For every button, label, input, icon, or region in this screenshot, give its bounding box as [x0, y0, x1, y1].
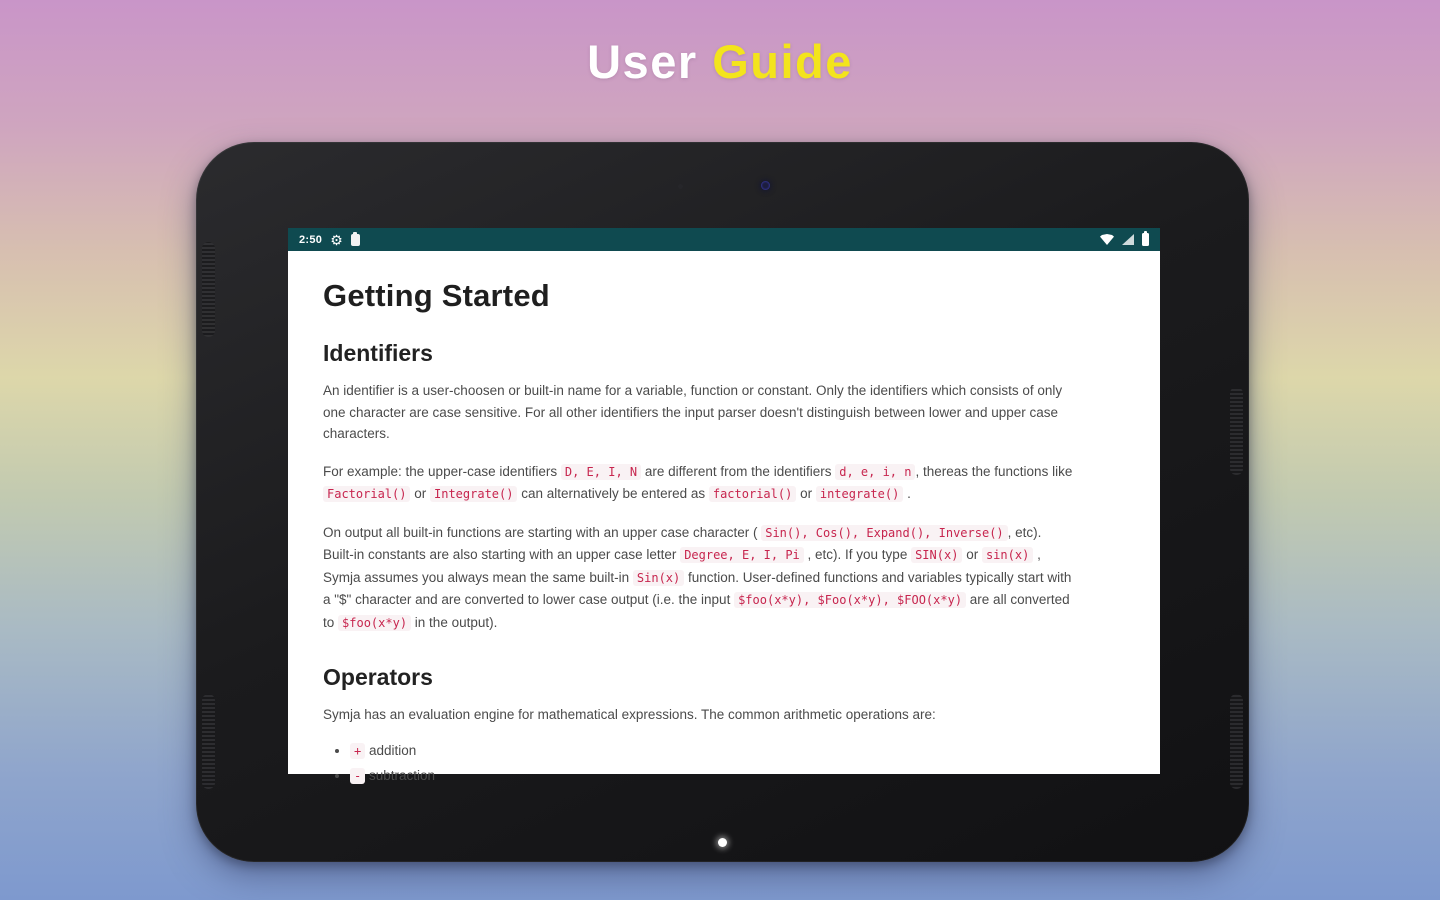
paragraph-identifiers-2 — [323, 461, 1075, 506]
text-segment: , Symja assumes you always mean the same built-in — [323, 547, 1041, 585]
text-segment: are all converted to — [323, 592, 1070, 630]
speaker-grille-icon — [1230, 387, 1243, 475]
text-segment: in the output). — [411, 614, 498, 630]
speaker-grille-icon — [202, 242, 215, 337]
inline-code: Factorial() — [323, 486, 410, 502]
status-time: 2:50 — [299, 233, 323, 246]
inline-code: d, e, i, n — [835, 464, 915, 480]
status-bar-right — [1100, 233, 1149, 246]
doc-title: Getting Started — [323, 278, 550, 313]
text-segment: or — [410, 486, 430, 501]
page-title-user: User — [587, 35, 713, 88]
text-segment: are different from the identifiers — [641, 463, 836, 479]
home-indicator-dot — [718, 838, 727, 847]
inline-code: SIN(x) — [911, 547, 962, 563]
text-segment: An identifier is a user-choosen or built-in name for a variable, function or constant. Only the identifiers which consists of only one character are case sensitive. For all other identifiers the input parser doesn't distinguish between lower and upper case characters. — [323, 383, 1063, 441]
text-segment: function. User-defined functions and variables typically start with a "$" character and are converted to lower case output (i.e. the input — [323, 569, 1072, 607]
tablet-device — [196, 142, 1249, 862]
speaker-grille-icon — [202, 694, 215, 789]
inline-code: Sin(), Cos(), Expand(), Inverse() — [761, 525, 1007, 541]
list-item-subtraction — [350, 765, 1070, 787]
paragraph-identifiers-1 — [323, 380, 1075, 445]
light-sensor-icon — [678, 184, 683, 189]
inline-code: sin(x) — [982, 547, 1033, 563]
inline-code: Sin(x) — [633, 570, 684, 586]
battery-notification-icon — [351, 234, 360, 246]
text-segment: addition — [365, 742, 417, 758]
section-heading-identifiers: Identifiers — [323, 340, 433, 366]
front-camera-icon — [761, 181, 770, 190]
text-segment: subtraction — [365, 767, 436, 783]
speaker-grille-icon — [1230, 694, 1243, 789]
text-segment: On output all built-in functions are starting with an upper case character ( — [323, 524, 762, 540]
section-heading-operators: Operators — [323, 664, 433, 690]
text-segment: . — [903, 486, 911, 501]
inline-code: D, E, I, N — [561, 464, 641, 480]
inline-code: factorial() — [709, 486, 796, 502]
gear-icon: ⚙ — [330, 231, 343, 248]
inline-code: Degree, E, I, Pi — [680, 547, 804, 563]
operators-list — [350, 740, 1070, 787]
text-segment: , etc). Built-in constants are also starting with an upper case letter — [323, 524, 1042, 562]
battery-icon — [1142, 233, 1149, 246]
text-segment: Symja has an evaluation engine for mathematical expressions. The common arithmetic operations are: — [323, 707, 936, 722]
text-segment: For example: the upper-case identifiers — [323, 463, 561, 479]
paragraph-identifiers-3 — [323, 522, 1075, 635]
inline-code: integrate() — [816, 486, 903, 502]
text-segment: , etc). If you type — [803, 547, 912, 562]
paragraph-operators-intro — [323, 704, 1075, 726]
cellular-signal-icon — [1122, 234, 1134, 245]
inline-code: $foo(x*y) — [338, 615, 411, 631]
inline-code: Integrate() — [430, 486, 517, 502]
inline-code: $foo(x*y), $Foo(x*y), $FOO(x*y) — [734, 592, 966, 608]
text-segment: or — [962, 547, 982, 562]
status-bar — [288, 228, 1160, 251]
list-item-addition — [350, 740, 1070, 762]
wifi-icon — [1100, 234, 1114, 245]
page-title — [0, 34, 1440, 89]
text-segment: can alternatively be entered as — [517, 486, 709, 501]
document-scroll-area[interactable] — [288, 251, 1160, 783]
page-title-guide: Guide — [712, 35, 853, 88]
inline-code: - — [350, 768, 365, 784]
status-bar-left — [299, 233, 360, 247]
text-segment: , thereas the functions like — [915, 463, 1073, 479]
inline-code: + — [350, 743, 365, 759]
tablet-screen — [288, 228, 1160, 783]
text-segment: or — [796, 486, 816, 501]
